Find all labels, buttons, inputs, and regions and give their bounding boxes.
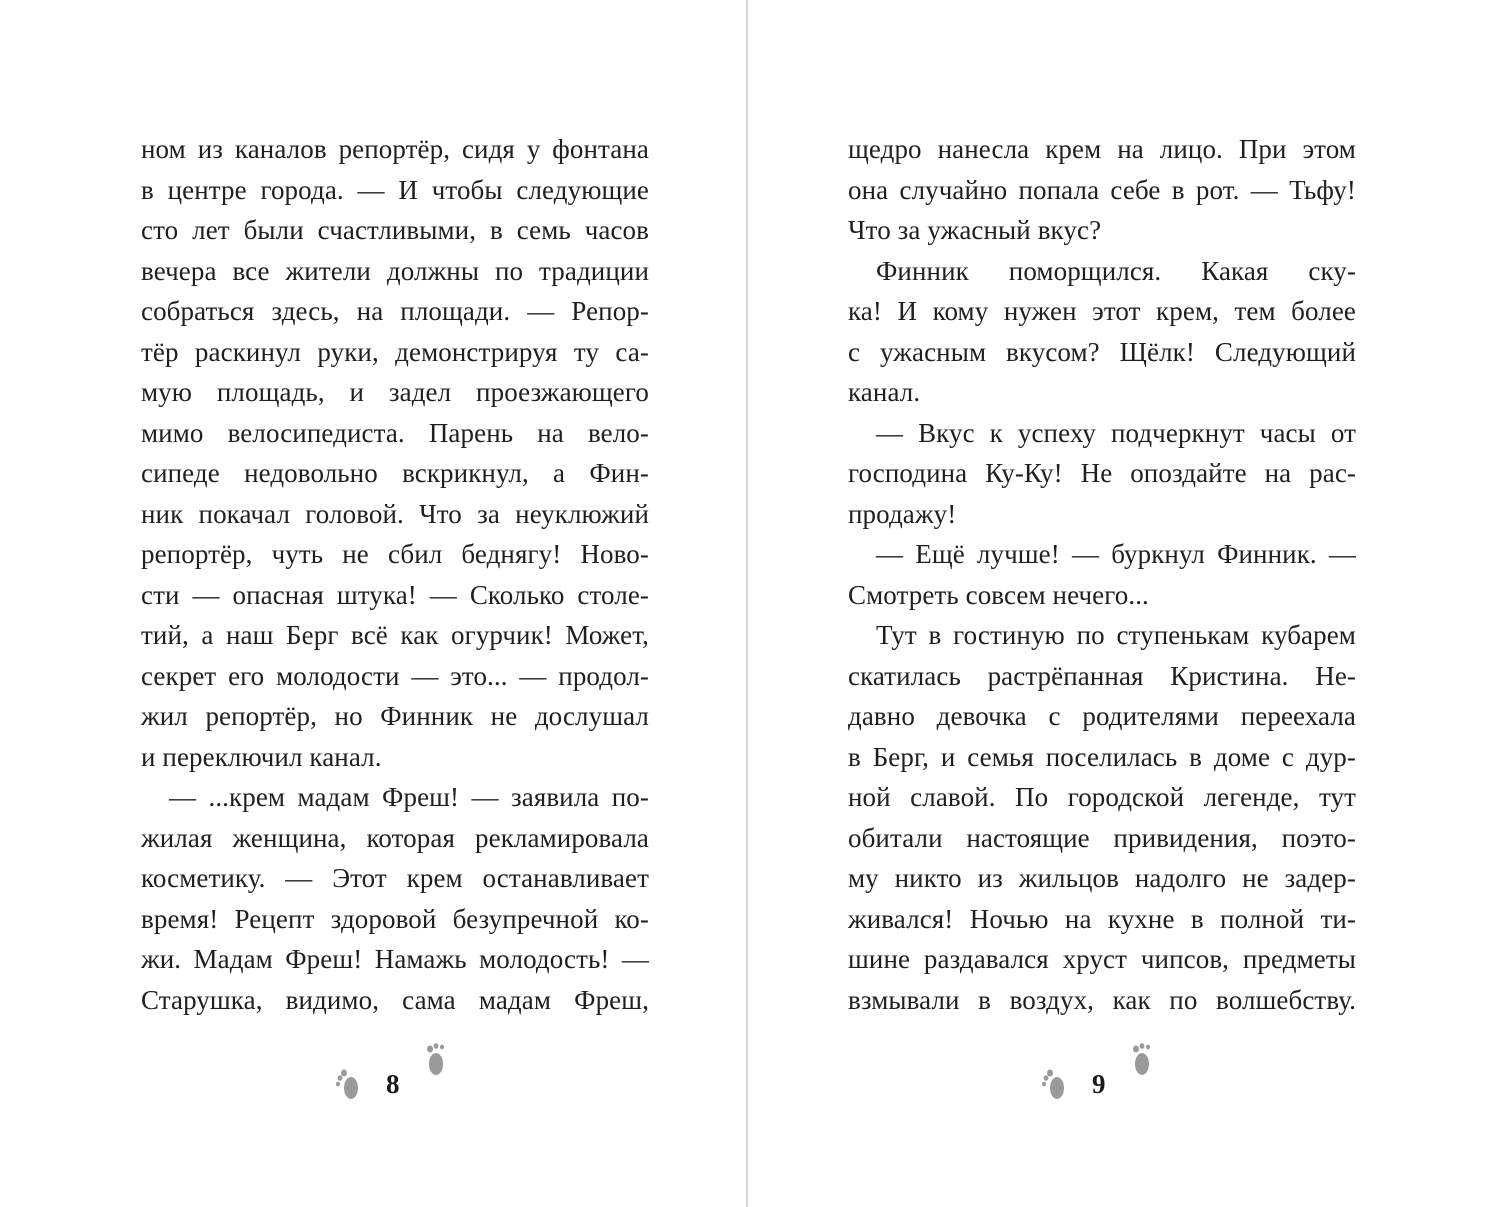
page-gutter xyxy=(746,0,748,1207)
text-line: жилая женщина, которая рекламировала xyxy=(141,822,649,853)
text-line: Старушка, видимо, сама мадам Фреш, xyxy=(141,984,649,1015)
text-line: в Берг, и семья поселилась в доме с дур- xyxy=(848,741,1356,772)
footprint-icon xyxy=(1128,1040,1158,1080)
text-line: мимо велосипедиста. Парень на вело- xyxy=(141,417,649,448)
right-page-folio xyxy=(1036,1040,1176,1120)
text-line: Смотреть совсем нечего... xyxy=(848,579,1149,610)
text-line: в центре города. — И чтобы следующие xyxy=(141,174,649,205)
text-line: секрет его молодости — это... — продол- xyxy=(141,660,649,691)
text-line: взмывали в воздух, как по волшебству. xyxy=(848,984,1356,1015)
footprint-icon xyxy=(1040,1064,1070,1104)
text-line: господина Ку-Ку! Не опоздайте на рас- xyxy=(848,458,1356,488)
text-line: сти — опасная штука! — Сколько столе- xyxy=(141,579,649,610)
text-line: Финник поморщился. Какая ску- xyxy=(876,255,1356,286)
text-line: ной славой. По городской легенде, тут xyxy=(848,782,1356,812)
text-line: шине раздавался хруст чипсов, предметы xyxy=(848,944,1356,974)
text-line: Что за ужасный вкус? xyxy=(848,215,1102,245)
text-line: она случайно попала себе в рот. — Тьфу! xyxy=(848,174,1356,205)
text-line: сипеде недовольно вскрикнул, а Фин- xyxy=(141,458,649,488)
text-line: канал. xyxy=(848,377,921,407)
text-line: давно девочка с родителями переехала xyxy=(848,701,1356,731)
text-line: обитали настоящие привидения, поэто- xyxy=(848,822,1356,853)
text-line: — Ещё лучше! — буркнул Финник. — xyxy=(876,539,1356,569)
text-line: вечера все жители должны по традиции xyxy=(141,255,649,286)
text-line: мую площадь, и задел проезжающего xyxy=(141,377,649,407)
right-page-text xyxy=(848,129,1356,1020)
page-number: 9 xyxy=(1092,1069,1106,1099)
text-line: тёр раскинул руки, демонстрируя ту са- xyxy=(141,336,649,367)
text-line: ном из каналов репортёр, сидя у фонтана xyxy=(141,134,649,164)
page-number: 8 xyxy=(386,1069,400,1099)
text-line: скатилась растрёпанная Кристина. Не- xyxy=(848,660,1356,691)
text-line: жил репортёр, но Финник не дослушал xyxy=(141,701,649,731)
text-line: живался! Ночью на кухне в полной ти- xyxy=(848,903,1356,934)
text-line: — Вкус к успеху подчеркнут часы от xyxy=(876,417,1356,448)
text-line: сто лет были счастливыми, в семь часов xyxy=(141,215,649,245)
footprint-icon xyxy=(334,1064,364,1104)
text-line: собраться здесь, на площади. — Репор- xyxy=(141,296,649,326)
text-line: Тут в гостиную по ступенькам кубарем xyxy=(876,620,1356,650)
text-line: и переключил канал. xyxy=(141,741,382,772)
text-line: ка! И кому нужен этот крем, тем более xyxy=(848,296,1356,326)
left-page-text xyxy=(141,129,649,1020)
text-line: жи. Мадам Фреш! Намажь молодость! — xyxy=(141,944,649,974)
text-line: ник покачал головой. Что за неуклюжий xyxy=(141,498,649,529)
text-line: — ...крем мадам Фреш! — заявила по- xyxy=(169,782,649,812)
footprint-icon xyxy=(422,1040,452,1080)
text-line: время! Рецепт здоровой безупречной ко- xyxy=(141,903,649,934)
text-line: тий, а наш Берг всё как огурчик! Может, xyxy=(141,620,649,650)
text-line: продажу! xyxy=(848,498,957,529)
text-line: му никто из жильцов надолго не задер- xyxy=(848,863,1356,893)
left-page-folio xyxy=(330,1040,470,1120)
text-line: щедро нанесла крем на лицо. При этом xyxy=(848,134,1356,164)
text-line: с ужасным вкусом? Щёлк! Следующий xyxy=(848,336,1356,367)
text-line: косметику. — Этот крем останавливает xyxy=(141,863,649,893)
text-line: репортёр, чуть не сбил беднягу! Ново- xyxy=(141,539,649,569)
